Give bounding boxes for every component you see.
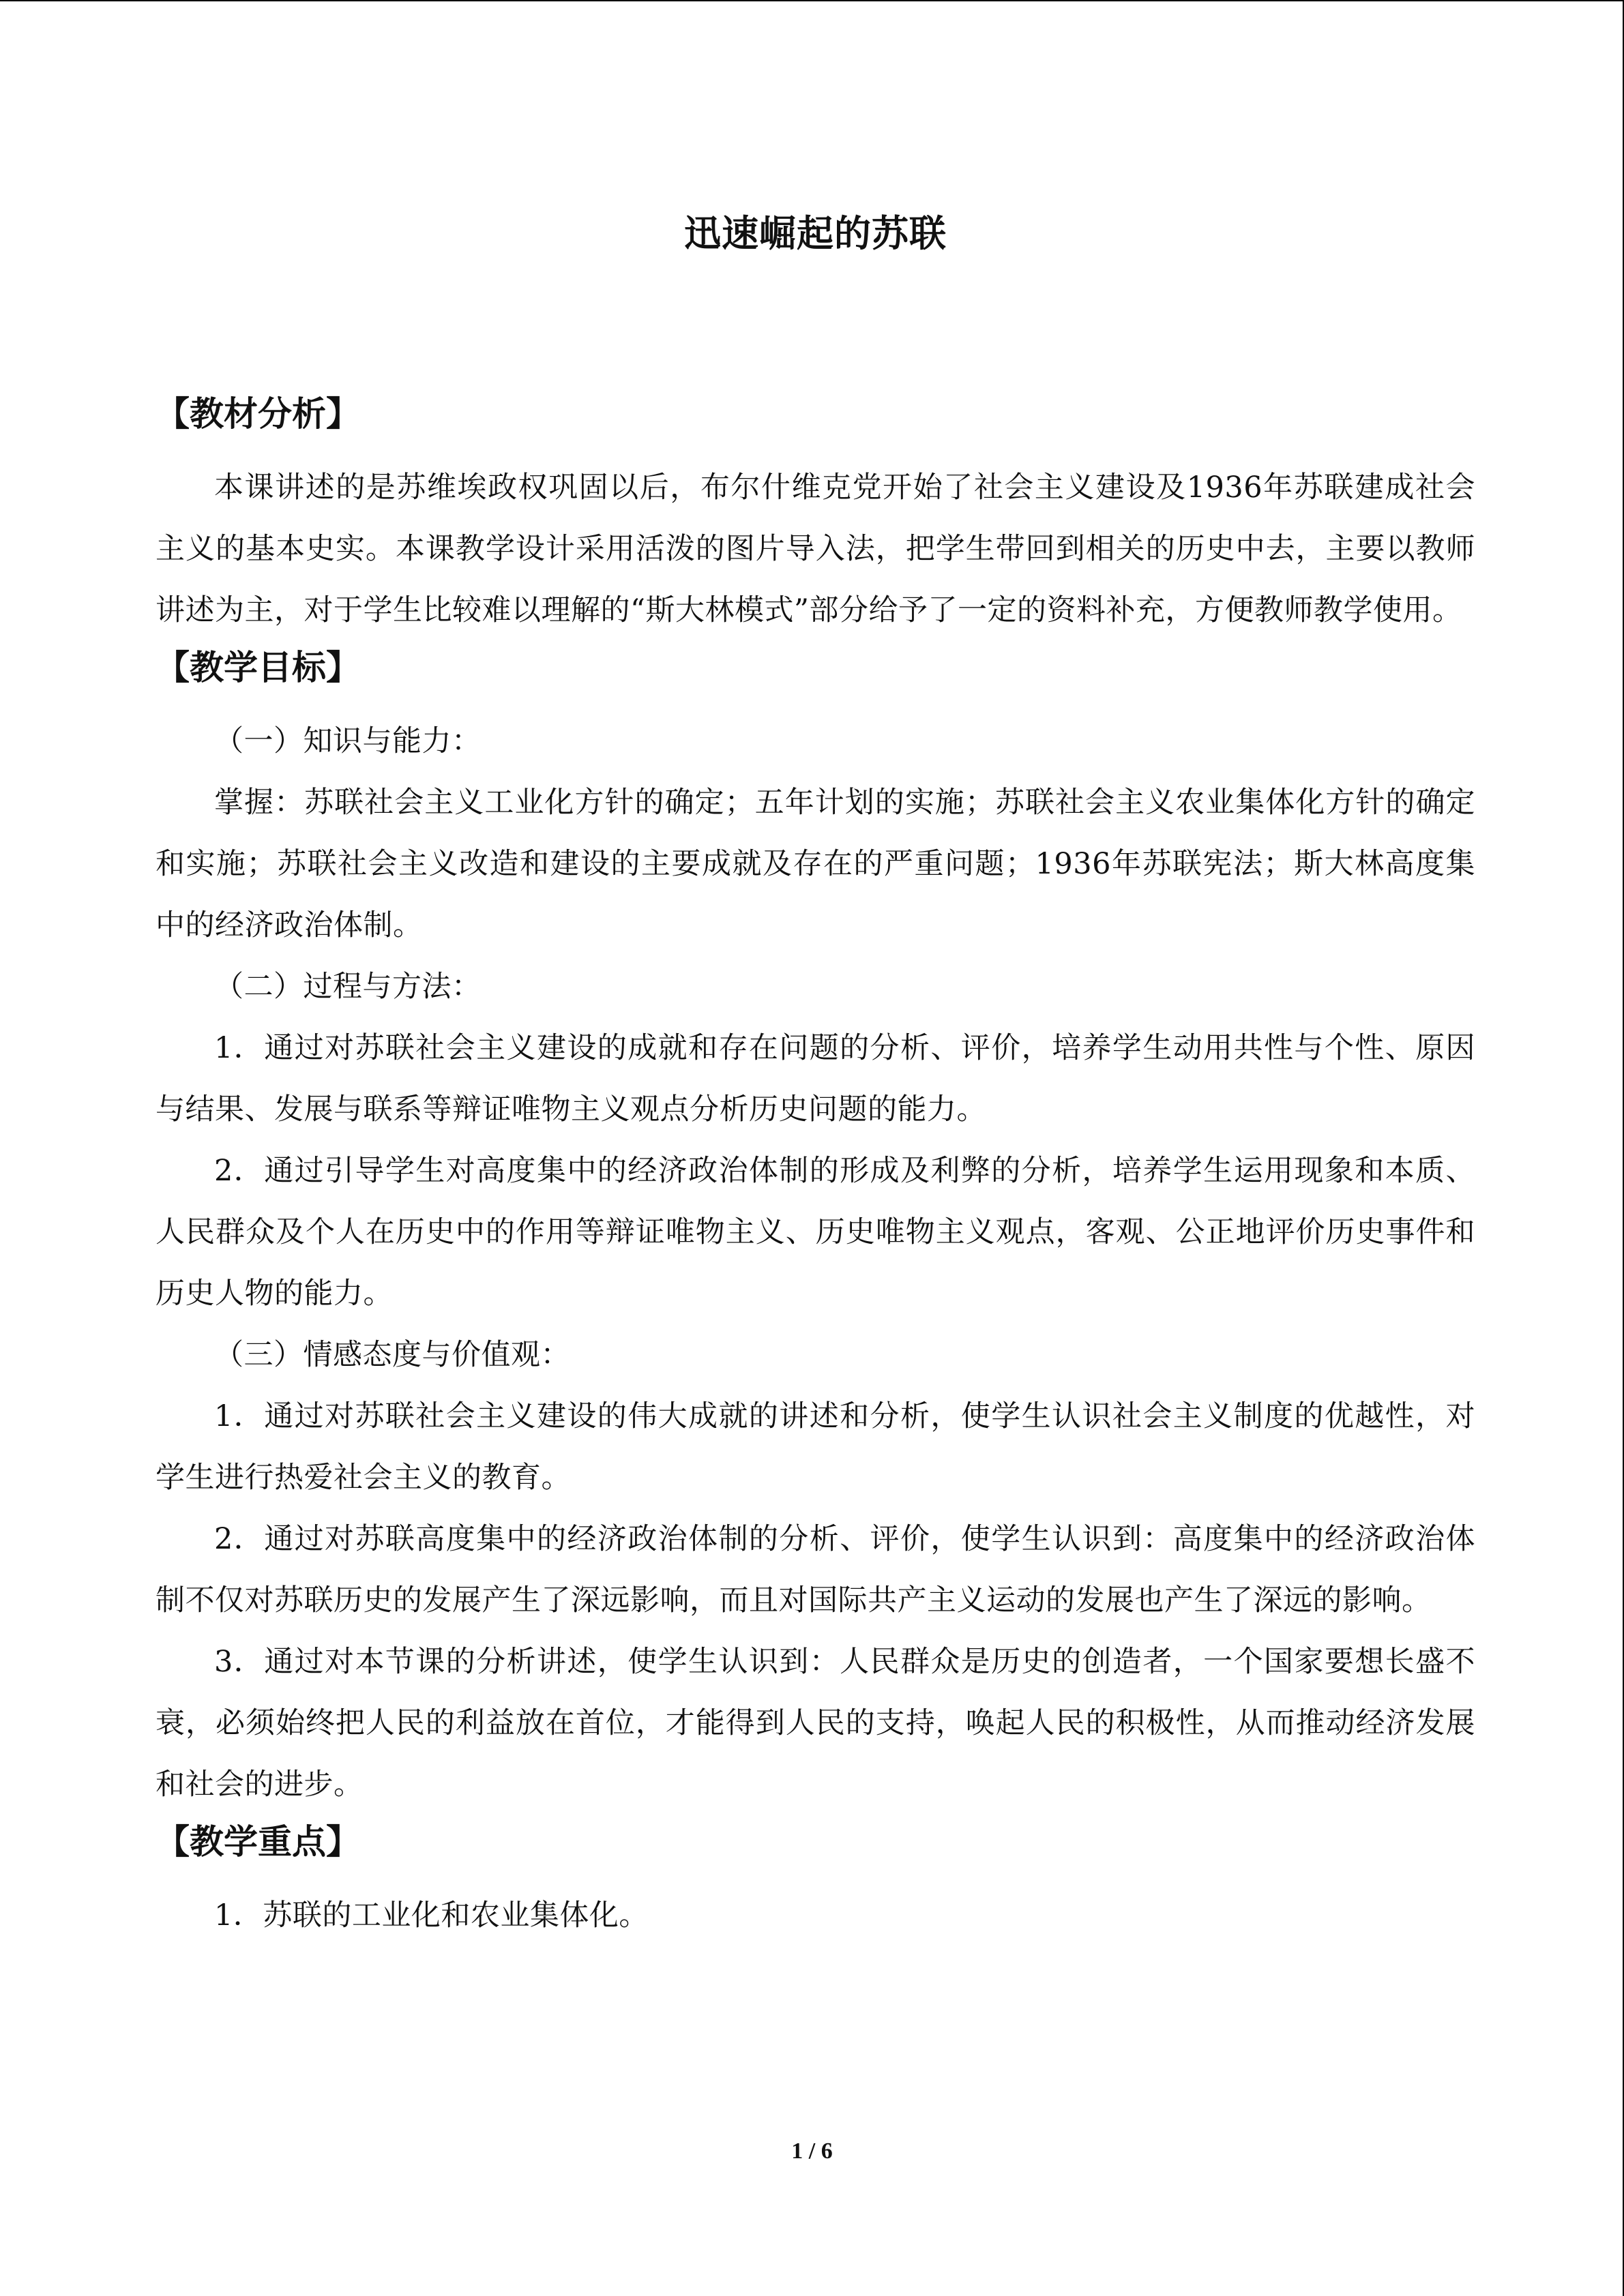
paragraph: 1．通过对苏联社会主义建设的成就和存在问题的分析、评价，培养学生动用共性与个性、原因与结果、发展与联系等辩证唯物主义观点分析历史问题的能力。: [156, 1031, 1475, 1127]
paragraph: （一）知识与能力：: [214, 724, 482, 758]
page-number: 1 / 6: [791, 2138, 833, 2164]
paragraph: 2．通过对苏联高度集中的经济政治体制的分析、评价，使学生认识到：高度集中的经济政治体制不仅对苏联历史的发展产生了深远影响，而且对国际共产主义运动的发展也产生了深远的影响。: [156, 1522, 1475, 1617]
paragraph: 3．通过对本节课的分析讲述，使学生认识到：人民群众是历史的创造者，一个国家要想长盛不衰，必须始终把人民的利益放在首位，才能得到人民的支持，唤起人民的积极性，从而推动经济发展和社会的进步。: [156, 1645, 1475, 1802]
paragraph: 2．通过引导学生对高度集中的经济政治体制的形成及利弊的分析，培养学生运用现象和本质、人民群众及个人在历史中的作用等辩证唯物主义、历史唯物主义观点，客观、公正地评价历史事件和历史人物的能力。: [156, 1154, 1475, 1311]
paragraph: 掌握：苏联社会主义工业化方针的确定；五年计划的实施；苏联社会主义农业集体化方针的确定和实施；苏联社会主义改造和建设的主要成就及存在的严重问题；1936年苏联宪法；斯大林高度集中的经济政治体制。: [156, 786, 1475, 942]
section-heading-teaching-focus: 【教学重点】: [156, 1821, 360, 1862]
paragraph: （三）情感态度与价值观：: [214, 1338, 570, 1372]
paragraph: 本课讲述的是苏维埃政权巩固以后，布尔什维克党开始了社会主义建设及1936年苏联建成社会主义的基本史实。本课教学设计采用活泼的图片导入法，把学生带回到相关的历史中去，主要以教师讲述为主，对于学生比较难以理解的“斯大林模式”部分给予了一定的资料补充，方便教师教学使用。: [156, 471, 1475, 627]
section-heading-teaching-goals: 【教学目标】: [156, 647, 360, 687]
paragraph: （二）过程与方法：: [214, 970, 482, 1004]
paragraph: 1．通过对苏联社会主义建设的伟大成就的讲述和分析，使学生认识社会主义制度的优越性，对学生进行热爱社会主义的教育。: [156, 1399, 1475, 1495]
document-body: [156, 206, 1475, 1946]
section-heading-material-analysis: 【教材分析】: [156, 393, 360, 434]
paragraph: 1．苏联的工业化和农业集体化。: [214, 1898, 649, 1933]
page-title: 迅速崛起的苏联: [684, 211, 947, 255]
